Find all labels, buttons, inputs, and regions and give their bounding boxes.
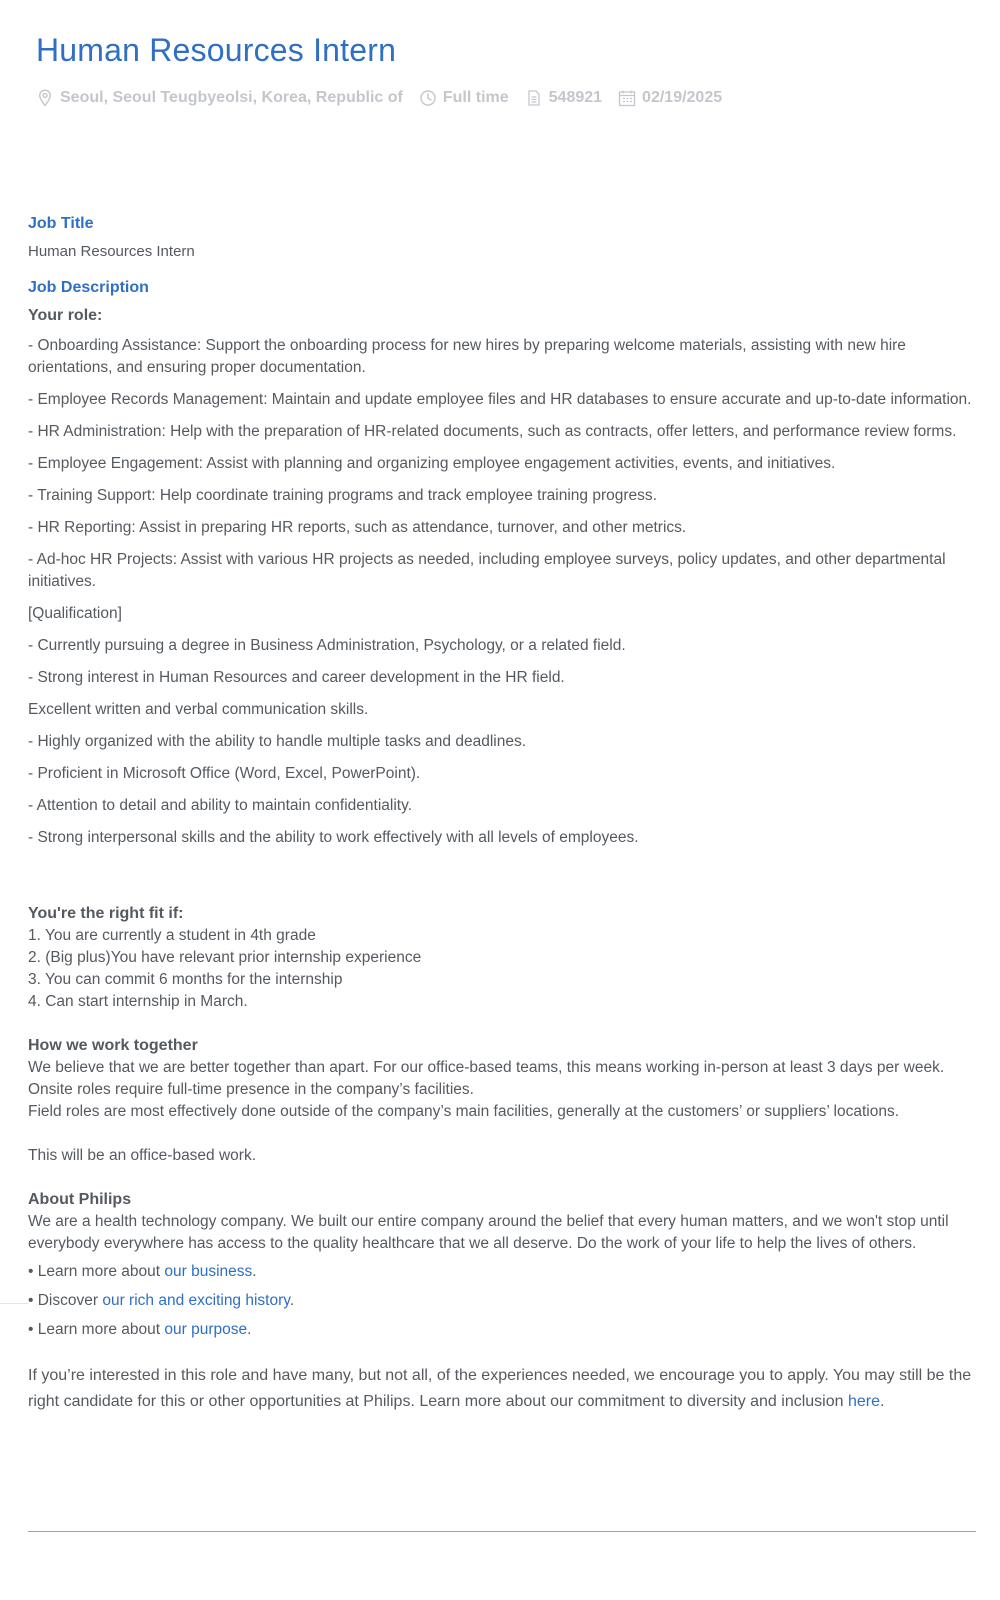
qualification-item: - Attention to detail and ability to maintain confidentiality. xyxy=(28,797,412,814)
page-title: Human Resources Intern xyxy=(36,32,397,68)
diversity-inclusion-link[interactable]: here xyxy=(847,1393,881,1410)
fit-item: 2. (Big plus)You have relevant prior internship experience xyxy=(28,949,422,966)
about-heading: About Philips xyxy=(28,1191,132,1208)
closing-text xyxy=(28,1363,976,1415)
about-text: We are a health technology company. We built our entire company around the belief that every human matters, and we won't stop until everybody everywhere has access to the quality healthcare that we all deserve. Do the work of your life to help the lives of others. xyxy=(28,1213,949,1252)
job-title-label: Job Title xyxy=(28,215,94,232)
qualification-item: - Strong interpersonal skills and the ability to work effectively with all levels of employees. xyxy=(28,829,639,846)
requisition-id: 548921 xyxy=(548,89,603,106)
role-item: - Onboarding Assistance: Support the onboarding process for new hires by preparing welcome materials, assisting with new hire orientations, and ensuring proper documentation. xyxy=(28,337,906,376)
fit-item: 3. You can commit 6 months for the internship xyxy=(28,971,343,988)
bottom-divider xyxy=(28,1531,976,1532)
role-item: - HR Reporting: Assist in preparing HR reports, such as attendance, turnover, and other metrics. xyxy=(28,519,687,536)
fit-list xyxy=(28,925,976,1013)
qualification-heading: [Qualification] xyxy=(28,605,122,622)
link-prefix: • Learn more about xyxy=(28,1263,165,1280)
role-item: - Training Support: Help coordinate training programs and track employee training progress. xyxy=(28,487,657,504)
job-description-label: Job Description xyxy=(28,279,149,296)
job-meta-row xyxy=(36,89,738,107)
posted-date: 02/19/2025 xyxy=(642,89,723,106)
calendar-icon xyxy=(618,89,636,107)
work-text xyxy=(28,1057,976,1123)
learn-more-item xyxy=(28,1290,976,1312)
qualification-item: - Highly organized with the ability to handle multiple tasks and deadlines. xyxy=(28,733,527,750)
link-suffix: . xyxy=(247,1321,252,1338)
clock-icon xyxy=(419,89,437,107)
work-line: Onsite roles require full-time presence in the company’s facilities. xyxy=(28,1081,474,1098)
fit-item: 4. Can start internship in March. xyxy=(28,993,248,1010)
closing-body: If you’re interested in this role and have many, but not all, of the experiences needed, we encourage you to apply. You may still be the right candidate for this or other opportunities at Philips. Learn more about our commitment to diversity and inclusion xyxy=(28,1367,972,1410)
history-link[interactable]: our rich and exciting history xyxy=(102,1292,290,1309)
role-heading: Your role: xyxy=(28,307,103,324)
work-line: Field roles are most effectively done outside of the company’s main facilities, generally at the customers’ or suppliers’ locations. xyxy=(28,1103,900,1120)
work-heading: How we work together xyxy=(28,1037,198,1054)
map-pin-icon xyxy=(36,89,54,107)
qualification-item: - Currently pursuing a degree in Business Administration, Psychology, or a related field. xyxy=(28,637,626,654)
job-title-value: Human Resources Intern xyxy=(28,243,195,260)
qualification-item: - Proficient in Microsoft Office (Word, Excel, PowerPoint). xyxy=(28,765,421,782)
qualification-list xyxy=(28,635,976,849)
learn-more-list xyxy=(28,1261,976,1341)
work-line: We believe that we are better together than apart. For our office-based teams, this means working in-person at least 3 days per week. xyxy=(28,1059,945,1076)
divider xyxy=(0,1303,28,1304)
office-note: This will be an office-based work. xyxy=(28,1147,257,1164)
requisition-meta xyxy=(525,89,602,107)
closing-suffix: . xyxy=(880,1393,885,1410)
learn-more-item xyxy=(28,1319,976,1341)
role-item: - Employee Records Management: Maintain and update employee files and HR databases to ensure accurate and up-to-date information. xyxy=(28,391,972,408)
location-text: Seoul, Seoul Teugbyeolsi, Korea, Republic of xyxy=(60,89,403,106)
qualification-item: Excellent written and verbal communication skills. xyxy=(28,701,369,718)
schedule-text: Full time xyxy=(442,89,509,106)
our-purpose-link[interactable]: our purpose xyxy=(164,1321,248,1338)
job-content xyxy=(28,213,976,1415)
link-prefix: • Learn more about xyxy=(28,1321,165,1338)
role-item: - Ad-hoc HR Projects: Assist with various HR projects as needed, including employee surveys, policy updates, and other departmental initiatives. xyxy=(28,551,946,590)
link-prefix: • Discover xyxy=(28,1292,103,1309)
qualification-item: - Strong interest in Human Resources and career development in the HR field. xyxy=(28,669,565,686)
role-item: - HR Administration: Help with the preparation of HR-related documents, such as contracts, offer letters, and performance review forms. xyxy=(28,423,957,440)
document-icon xyxy=(525,89,543,107)
date-meta xyxy=(618,89,722,107)
link-suffix: . xyxy=(289,1292,295,1309)
fit-heading: You're the right fit if: xyxy=(28,905,184,922)
role-list xyxy=(28,335,976,593)
schedule-meta xyxy=(419,89,509,107)
our-business-link[interactable]: our business xyxy=(164,1263,253,1280)
location-meta xyxy=(36,89,403,107)
learn-more-item xyxy=(28,1261,976,1283)
link-suffix: . xyxy=(252,1263,257,1280)
role-item: - Employee Engagement: Assist with planning and organizing employee engagement activities, events, and initiatives. xyxy=(28,455,836,472)
fit-item: 1. You are currently a student in 4th grade xyxy=(28,927,316,944)
